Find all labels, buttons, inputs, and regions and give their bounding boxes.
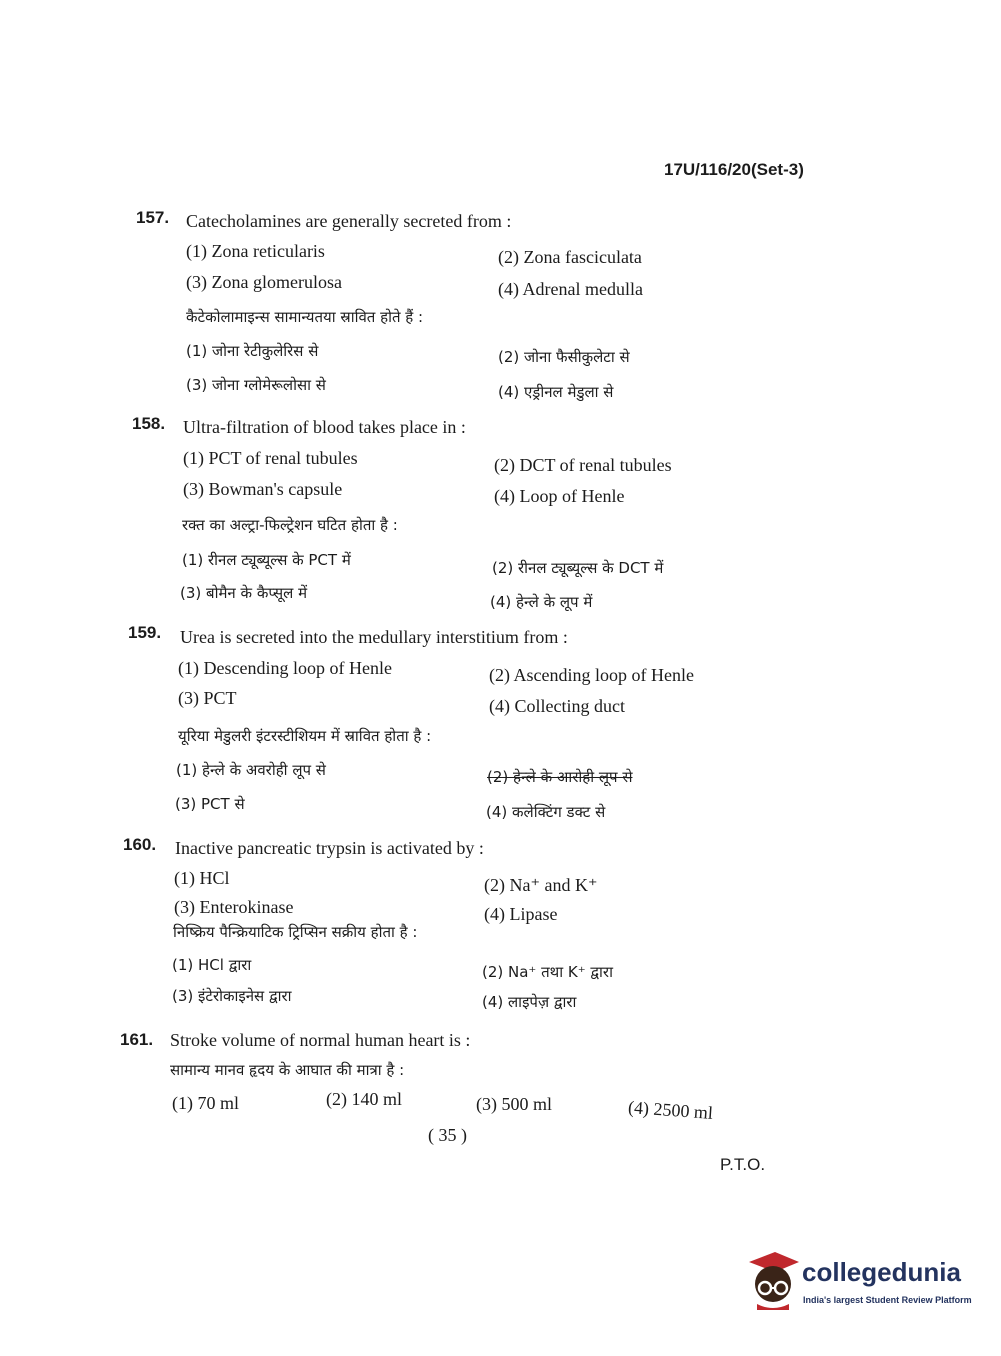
question-text-hi: सामान्य मानव हृदय के आघात की मात्रा है : (170, 1061, 405, 1079)
option-hi: (3) जोना ग्लोमेरूलोसा से (186, 376, 326, 394)
question-number: 161. (120, 1030, 154, 1049)
option-en: (3) Bowman's capsule (183, 479, 343, 499)
option-en: (4) Loop of Henle (494, 486, 625, 506)
option-en: (2) 140 ml (326, 1089, 402, 1109)
option-en: (2) Na⁺ and K⁺ (484, 875, 598, 895)
option-en: (1) 70 ml (172, 1093, 239, 1113)
option-en: (3) Zona glomerulosa (186, 272, 342, 292)
question-text-hi: निष्क्रिय पैन्क्रियाटिक ट्रिप्सिन सक्रीय होता है : (173, 923, 418, 941)
question-number: 157. (136, 208, 170, 227)
page-number: ( 35 ) (428, 1125, 467, 1145)
option-hi: (1) HCl द्वारा (172, 956, 252, 974)
question-number: 158. (132, 414, 166, 433)
option-hi: (3) बोमैन के कैप्सूल में (180, 584, 308, 602)
option-en: (1) PCT of renal tubules (183, 448, 358, 468)
option-hi: (1) हेन्ले के अवरोही लूप से (176, 761, 326, 779)
question-text-en: Stroke volume of normal human heart is : (170, 1030, 471, 1050)
question-number: 159. (128, 623, 162, 642)
question-text-en: Catecholamines are generally secreted from : (186, 211, 512, 231)
mascot-icon (745, 1248, 801, 1310)
question-text-hi: कैटेकोलामाइन्स सामान्यतया स्रावित होते हैं : (186, 308, 424, 326)
question-text-en: Urea is secreted into the medullary interstitium from : (180, 627, 568, 647)
option-hi: (3) PCT से (175, 795, 245, 813)
option-en: (3) PCT (178, 688, 237, 708)
option-en: (2) Zona fasciculata (498, 247, 642, 267)
option-hi: (4) लाइपेज़ द्वारा (482, 993, 577, 1011)
option-en: (4) Lipase (484, 904, 558, 924)
pto-label: P.T.O. (720, 1155, 766, 1174)
option-en: (2) DCT of renal tubules (494, 455, 672, 475)
option-hi-struck: (2) हेन्ले के आरोही लूप से (487, 768, 633, 786)
option-en: (4) Adrenal medulla (498, 279, 643, 299)
option-hi: (3) इंटेरोकाइनेस द्वारा (172, 987, 292, 1005)
option-hi: (4) कलेक्टिंग डक्ट से (486, 803, 606, 821)
question-text-hi: रक्त का अल्ट्रा-फिल्ट्रेशन घटित होता है : (182, 516, 398, 534)
brand-tagline: India's largest Student Review Platform (803, 1295, 972, 1305)
question-number: 160. (123, 835, 157, 854)
option-hi: (4) हेन्ले के लूप में (490, 593, 593, 611)
question-text-en: Ultra-filtration of blood takes place in : (183, 417, 466, 437)
option-hi: (1) जोना रेटीकुलेरिस से (186, 342, 319, 360)
paper-code: 17U/116/20(Set-3) (664, 160, 804, 179)
option-en: (4) Collecting duct (489, 696, 625, 716)
brand-name: collegedunia (802, 1257, 961, 1287)
option-en: (2) Ascending loop of Henle (489, 665, 694, 685)
option-hi: (2) जोना फैसीकुलेटा से (498, 348, 630, 366)
option-hi: (2) रीनल ट्यूब्यूल्स के DCT में (492, 559, 664, 577)
option-hi: (1) रीनल ट्यूब्यूल्स के PCT में (182, 551, 351, 569)
option-hi: (2) Na⁺ तथा K⁺ द्वारा (482, 963, 613, 981)
option-en: (3) Enterokinase (174, 897, 294, 917)
question-text-hi: यूरिया मेडुलरी इंटरस्टीशियम में स्रावित होता है : (178, 727, 432, 745)
option-en: (1) HCl (174, 868, 230, 888)
option-en: (1) Descending loop of Henle (178, 658, 392, 678)
option-en: (4) 2500 ml (627, 1097, 714, 1123)
collegedunia-watermark (745, 1248, 975, 1318)
option-en: (3) 500 ml (476, 1094, 552, 1114)
option-en: (1) Zona reticularis (186, 241, 325, 261)
question-text-en: Inactive pancreatic trypsin is activated by : (175, 838, 484, 858)
option-hi: (4) एड्रीनल मेडुला से (498, 383, 614, 401)
